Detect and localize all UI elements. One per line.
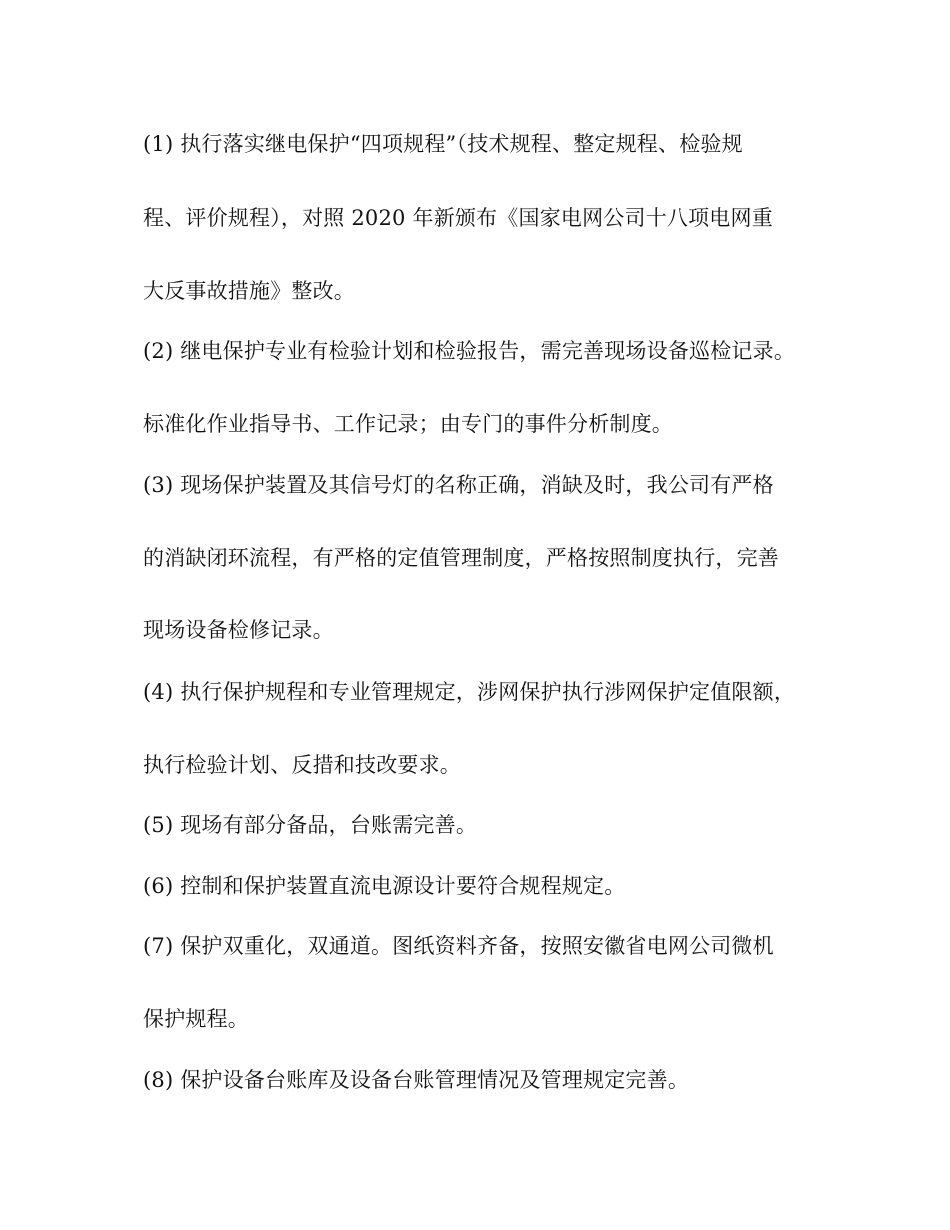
text-line: 程、评价规程），对照 2020 年新颁布《国家电网公司十八项电网重 bbox=[143, 206, 773, 230]
text-line: 现场设备检修记录。 bbox=[143, 618, 334, 642]
text-line: (2) 继电保护专业有检验计划和检验报告，需完善现场设备巡检记录。 bbox=[143, 339, 796, 363]
text-line: (5) 现场有部分备品，台账需完善。 bbox=[143, 813, 478, 837]
text-line: (8) 保护设备台账库及设备台账管理情况及管理规定完善。 bbox=[143, 1068, 690, 1092]
text-line: (1) 执行落实继电保护“四项规程”（技术规程、整定规程、检验规 bbox=[143, 132, 743, 156]
text-line: (6) 控制和保护装置直流电源设计要符合规程规定。 bbox=[143, 874, 626, 898]
text-line: 的消缺闭环流程，有严格的定值管理制度，严格按照制度执行，完善 bbox=[143, 546, 779, 570]
text-line: 标准化作业指导书、工作记录；由专门的事件分析制度。 bbox=[143, 412, 673, 436]
text-line: (4) 执行保护规程和专业管理规定，涉网保护执行涉网保护定值限额， bbox=[143, 680, 796, 704]
text-line: 执行检验计划、反措和技改要求。 bbox=[143, 753, 461, 777]
text-line: 保护规程。 bbox=[143, 1007, 249, 1031]
text-line: (7) 保护双重化，双通道。图纸资料齐备，按照安徽省电网公司微机 bbox=[143, 934, 774, 958]
text-line: (3) 现场保护装置及其信号灯的名称正确，消缺及时，我公司有严格 bbox=[143, 473, 774, 497]
text-line: 大反事故措施》整改。 bbox=[143, 279, 355, 303]
